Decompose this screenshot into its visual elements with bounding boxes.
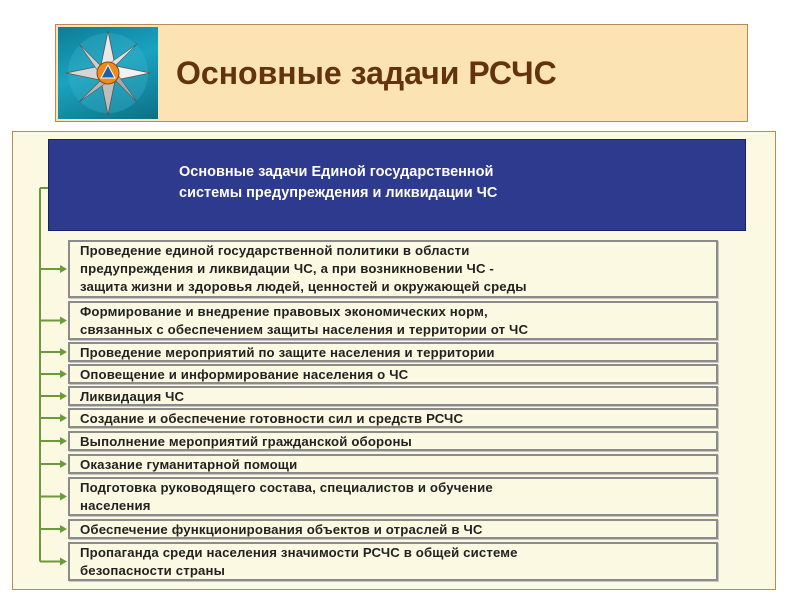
header-line-1: Основные задачи Единой государственной [179,164,494,180]
task-text-line: Проведение мероприятий по защите населения и территории [80,345,495,360]
task-item [68,342,718,362]
task-text-line: населения [80,498,151,513]
task-text-line: Выполнение мероприятий гражданской обороны [80,434,412,449]
connector-arrowhead-icon [60,317,67,325]
task-text-line: Ликвидация ЧС [80,389,185,404]
connector-arrowhead-icon [60,558,67,566]
task-item [68,364,718,384]
task-text-line: Формирование и внедрение правовых экономических норм, [80,304,488,319]
task-text-line: Пропаганда среди населения значимости РСЧС в общей системе [80,545,518,560]
task-text-line: Создание и обеспечение готовности сил и средств РСЧС [80,411,464,426]
connector-arrowhead-icon [60,414,67,422]
task-item [68,431,718,451]
connector-arrowhead-icon [60,437,67,445]
connector-arrowhead-icon [60,265,67,273]
task-text-line: Подготовка руководящего состава, специалистов и обучение [80,480,493,495]
task-item [68,519,718,539]
connector-arrowhead-icon [60,460,67,468]
task-item [68,542,718,581]
connector-arrowhead-icon [60,348,67,356]
task-item [68,477,718,516]
task-item [68,240,718,298]
connector-arrowhead-icon [60,525,67,533]
task-item [68,408,718,428]
task-text-line: безопасности страны [80,563,226,578]
connector-arrowhead-icon [60,370,67,378]
task-text-line: Проведение единой государственной политики в области [80,243,470,258]
task-item [68,454,718,474]
connector-arrowhead-icon [60,493,67,501]
task-item [68,301,718,340]
header-text [179,162,719,204]
page-title: Основные задачи РСЧС [176,55,557,91]
header-box [48,139,746,231]
task-item [68,386,718,406]
connector-arrowhead-icon [60,392,67,400]
header-line-2: системы предупреждения и ликвидации ЧС [179,185,498,201]
task-text-line: Оповещение и информирование населения о ЧС [80,367,409,382]
task-text-line: связанных с обеспечением защиты населения и территории от ЧС [80,322,529,337]
task-text-line: предупреждения и ликвидации ЧС, а при возникновении ЧС - [80,261,494,276]
task-text-line: защита жизни и здоровья людей, ценностей и окружающей среды [80,279,527,294]
task-text-line: Обеспечение функционирования объектов и отраслей в ЧС [80,522,483,537]
task-text-line: Оказание гуманитарной помощи [80,457,298,472]
